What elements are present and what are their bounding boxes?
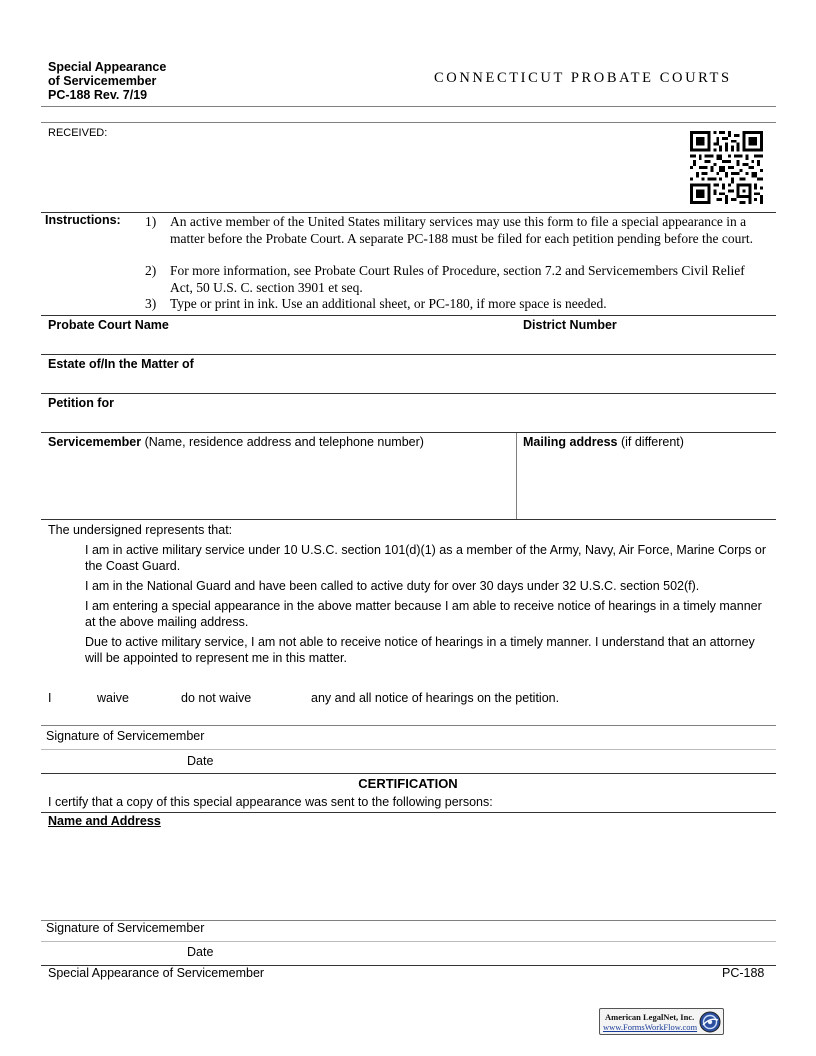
instruction-number: 3) [145, 296, 157, 311]
date-field[interactable] [230, 752, 770, 772]
footer-form-title: Special Appearance of Servicemember [48, 966, 265, 980]
representation-item-able-to-receive[interactable] [85, 598, 775, 630]
divider [41, 393, 776, 394]
instruction-number: 2) [145, 263, 157, 278]
estate-label: Estate of/In the Matter of [48, 357, 194, 371]
representation-text: I am entering a special appearance in the above matter because I am able to receive notice of hearings in a timely manner at the above mailing address. [85, 599, 762, 629]
divider [41, 773, 776, 774]
received-label: RECEIVED: [48, 127, 108, 139]
footer-form-number: PC-188 [722, 966, 765, 980]
divider [41, 812, 776, 813]
representation-item-active-service[interactable] [85, 542, 775, 574]
instructions-label: Instructions: [45, 213, 121, 227]
representation-item-national-guard[interactable] [85, 578, 775, 594]
representation-text: I am in the National Guard and have been called to active duty for over 30 days under 32 U.S.C. section 502(f). [85, 579, 700, 593]
instruction-number: 1) [145, 214, 157, 229]
form-number: PC-188 Rev. 7/19 [48, 88, 148, 102]
american-legalnet-logo[interactable] [599, 1008, 724, 1035]
certification-title: CERTIFICATION [358, 776, 458, 791]
certification-signature-label: Signature of Servicemember [46, 921, 205, 935]
probate-court-name-label: Probate Court Name [48, 318, 169, 332]
servicemember-label-bold: Servicemember [48, 435, 142, 449]
column-divider [516, 433, 517, 520]
probate-court-name-field[interactable] [48, 334, 513, 352]
mailing-address-label-note: (if different) [617, 435, 684, 449]
divider [41, 212, 776, 213]
petition-field[interactable] [48, 412, 773, 430]
representation-text: I am in active military service under 10 U.S.C. section 101(d)(1) as a member of the Army, Navy, Air Force, Marine Corps or the Coast Guard. [85, 543, 767, 573]
divider [41, 749, 776, 750]
form-title-line1: Special Appearance [48, 60, 167, 74]
logo-company-name: American LegalNet, Inc. [605, 1012, 695, 1022]
estate-field[interactable] [48, 373, 773, 391]
globe-icon [699, 1011, 721, 1033]
divider [41, 106, 776, 107]
divider [41, 432, 776, 433]
certification-signature-field[interactable] [230, 921, 770, 940]
divider [41, 315, 776, 316]
signature-label: Signature of Servicemember [46, 729, 205, 743]
waiver-statement: any and all notice of hearings on the petition. [311, 691, 560, 705]
certification-date-label: Date [187, 945, 214, 959]
servicemember-label [48, 435, 424, 449]
mailing-address-label [523, 435, 684, 449]
servicemember-field[interactable] [48, 453, 510, 515]
name-and-address-label: Name and Address [48, 814, 161, 828]
divider [41, 725, 776, 726]
instruction-text: Type or print in ink. Use an additional sheet, or PC-180, if more space is needed. [170, 296, 607, 311]
certification-statement: I certify that a copy of this special appearance was sent to the following persons: [48, 795, 493, 809]
divider [41, 941, 776, 942]
court-name-heading: CONNECTICUT PROBATE COURTS [434, 70, 732, 86]
divider [41, 519, 776, 520]
mailing-address-field[interactable] [523, 453, 773, 515]
signature-field[interactable] [230, 727, 770, 747]
qr-code-icon [689, 131, 764, 204]
divider [41, 122, 776, 123]
instruction-text: For more information, see Probate Court Rules of Procedure, section 7.2 and Servicemembers Civil Relief Act, 50 U.S. C. section 3901 et seq. [170, 263, 745, 295]
do-not-waive-option[interactable]: do not waive [181, 691, 252, 705]
waiver-i: I [48, 691, 52, 705]
instruction-text: An active member of the United States military services may use this form to file a special appearance in a matter before the Probate Court. A separate PC-188 must be filed for each petition pending before the court. [170, 214, 753, 246]
date-label: Date [187, 754, 214, 768]
petition-label: Petition for [48, 396, 114, 410]
certification-date-field[interactable] [230, 943, 770, 962]
logo-website-link[interactable]: www.FormsWorkFlow.com [603, 1022, 698, 1032]
representation-text: Due to active military service, I am not able to receive notice of hearings in a timely manner. I understand that an attorney will be appointed to represent me in this matter. [85, 635, 755, 665]
form-title-line2: of Servicemember [48, 74, 157, 88]
form-title [48, 60, 166, 102]
name-and-address-field[interactable] [48, 832, 773, 916]
district-number-label: District Number [523, 318, 617, 332]
representation-intro: The undersigned represents that: [48, 523, 233, 537]
mailing-address-label-bold: Mailing address [523, 435, 618, 449]
representation-item-unable-to-receive[interactable] [85, 634, 775, 666]
servicemember-label-note: (Name, residence address and telephone number) [141, 435, 424, 449]
waive-option[interactable]: waive [97, 691, 129, 705]
divider [41, 354, 776, 355]
district-number-field[interactable] [523, 334, 773, 352]
